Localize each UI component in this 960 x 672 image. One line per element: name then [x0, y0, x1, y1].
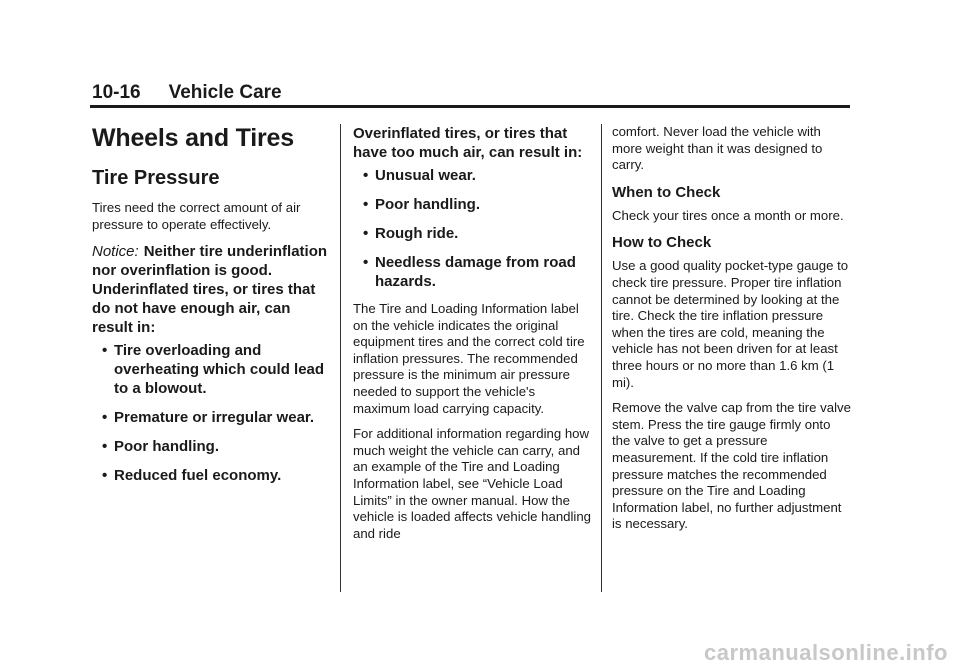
intro-paragraph: Tires need the correct amount of air pressure to operate effectively.: [92, 200, 301, 232]
how-to-check-text-1: Use a good quality pocket-type gauge to check tire pressure. Proper tire inflation cannot be determined by looking at the tire. Check the tire inflation pressure when the tires are cold, meaning the vehicle has not been driven for at least three hours or no more than 1.6 km (1 mi).: [612, 258, 849, 390]
header-rule: [90, 105, 850, 108]
column-3: [612, 124, 852, 542]
column-1: [92, 124, 332, 495]
additional-info-paragraph: For additional information regarding how much weight the vehicle can carry, and an example of the Tire and Loading Information label, see “Vehicle Load Limits” in the owner manual. How the vehicle is loaded affects vehicle handling and ride: [353, 426, 592, 541]
list-item-text: Reduced fuel economy.: [114, 467, 282, 485]
underinflation-list: [92, 341, 332, 485]
bullet-icon: •: [102, 342, 108, 360]
notice-label: Notice:: [92, 243, 139, 261]
list-item: [92, 408, 332, 427]
list-item: [353, 224, 593, 243]
overinflation-list: [353, 166, 593, 291]
page-number: 10-16: [92, 82, 141, 103]
section-heading: Tire Pressure: [92, 167, 220, 189]
how-to-check-text-2: Remove the valve cap from the tire valve stem. Press the tire gauge firmly onto the valve to get a pressure measurement. If the cold tire inflation pressure matches the recommended pressure on the Tire and Loading Information label, no further adjustment is necessary.: [612, 400, 851, 532]
overinflation-heading: Overinflated tires, or tires that have too much air, can result in:: [353, 125, 583, 161]
bullet-icon: •: [363, 225, 369, 242]
how-to-check-heading: How to Check: [612, 234, 712, 252]
page-header: [92, 82, 282, 104]
list-item-text: Premature or irregular wear.: [114, 409, 315, 427]
when-to-check-text: Check your tires once a month or more.: [612, 207, 844, 223]
list-item: [353, 166, 593, 185]
list-item-text: Unusual wear.: [375, 167, 476, 184]
column-divider-2: [601, 124, 602, 592]
column-divider-1: [340, 124, 341, 592]
continued-paragraph: comfort. Never load the vehicle with more weight than it was designed to carry.: [612, 124, 823, 173]
bullet-icon: •: [102, 467, 108, 485]
bullet-icon: •: [363, 254, 369, 271]
list-item-text: Rough ride.: [375, 225, 459, 242]
bullet-icon: •: [363, 167, 369, 184]
list-item-text: Needless damage from road hazards.: [375, 254, 576, 290]
column-2: [353, 124, 593, 551]
list-item-text: Poor handling.: [114, 438, 219, 456]
bullet-icon: •: [102, 409, 108, 427]
section-title: Vehicle Care: [168, 82, 282, 103]
list-item: [353, 195, 593, 214]
notice-text: Neither tire underinflation nor overinflation is good. Underinflated tires, or tires that do not have enough air, can result in:: [92, 243, 328, 337]
list-item-text: Tire overloading and overheating which could lead to a blowout.: [114, 342, 325, 398]
list-item-text: Poor handling.: [375, 196, 480, 213]
list-item: [92, 341, 332, 398]
when-to-check-heading: When to Check: [612, 183, 721, 201]
list-item: [92, 466, 332, 485]
label-paragraph: The Tire and Loading Information label on the vehicle indicates the original equipment tires and the correct cold tire inflation pressures. The recommended pressure is the minimum air pressure needed to support the vehicle's maximum load carrying capacity.: [353, 301, 585, 416]
list-item: [92, 437, 332, 456]
list-item: [353, 253, 593, 291]
bullet-icon: •: [102, 438, 108, 456]
page-title: Wheels and Tires: [92, 124, 294, 152]
watermark: carmanualsonline.info: [704, 640, 948, 665]
bullet-icon: •: [363, 196, 369, 213]
notice-block: [92, 242, 332, 337]
